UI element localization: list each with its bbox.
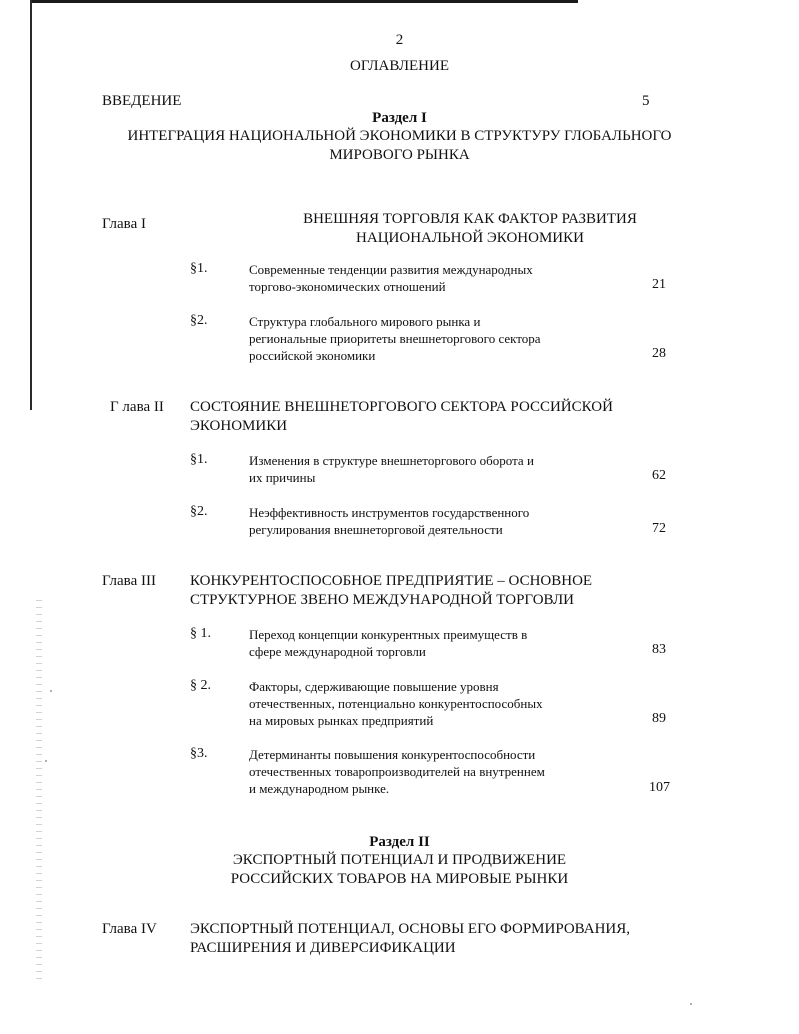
chapter-4-title[interactable] <box>190 920 705 958</box>
section-1-2-title[interactable] <box>249 313 605 364</box>
section-title-line: Изменения в структуре внешнеторгового оборота и <box>249 453 534 468</box>
section-title-line: Детерминанты повышения конкурентоспособности <box>249 747 536 762</box>
section-3-2-page: 89 <box>652 711 666 726</box>
section-3-1-number: § 1. <box>190 626 211 641</box>
section-title-line: и международном рынке. <box>249 781 390 796</box>
section-title-line: сфере международной торговли <box>249 644 426 659</box>
part-2-label: Раздел II <box>369 834 430 850</box>
section-title-line: Современные тенденции развития международных <box>249 262 533 277</box>
section-title-line: Неэффективность инструментов государственного <box>249 505 530 520</box>
chapter-title-line: КОНКУРЕНТОСПОСОБНОЕ ПРЕДПРИЯТИЕ – ОСНОВНОЕ <box>190 573 593 589</box>
chapter-1-title[interactable] <box>250 210 690 248</box>
section-3-3-page: 107 <box>649 780 670 795</box>
section-1-2-page: 28 <box>652 346 666 361</box>
page-number: 2 <box>395 32 404 48</box>
chapter-3-label: Глава III <box>102 573 156 589</box>
chapter-title-line: ЭКСПОРТНЫЙ ПОТЕНЦИАЛ, ОСНОВЫ ЕГО ФОРМИРОВАНИЯ, <box>190 921 630 937</box>
scan-speck <box>45 760 47 762</box>
section-1-1-page: 21 <box>652 277 666 292</box>
scan-speck <box>690 1003 692 1005</box>
chapter-title-line: СТРУКТУРНОЕ ЗВЕНО МЕЖДУНАРОДНОЙ ТОРГОВЛИ <box>190 592 575 608</box>
section-2-1-title[interactable] <box>249 452 605 486</box>
part-2-title-line: ЭКСПОРТНЫЙ ПОТЕНЦИАЛ И ПРОДВИЖЕНИЕ <box>232 852 567 868</box>
scan-speck <box>50 690 52 692</box>
section-2-2-number: §2. <box>190 504 208 519</box>
section-title-line: на мировых рынках предприятий <box>249 713 434 728</box>
scan-noise <box>36 600 42 980</box>
section-1-1-number: §1. <box>190 261 208 276</box>
section-title-line: Факторы, сдерживающие повышение уровня <box>249 679 499 694</box>
section-title-line: отечественных товаропроизводителей на внутреннем <box>249 764 545 779</box>
section-title-line: Структура глобального мирового рынка и <box>249 314 481 329</box>
toc-entry-intro-page: 5 <box>642 93 650 109</box>
chapter-1-label: Глава I <box>102 216 146 232</box>
chapter-2-title[interactable] <box>190 398 705 436</box>
section-2-1-number: §1. <box>190 452 208 467</box>
section-title-line: торгово-экономических отношений <box>249 279 446 294</box>
section-title-line: Переход концепции конкурентных преимуществ в <box>249 627 528 642</box>
scan-border-top <box>30 0 578 3</box>
part-2-title <box>0 851 799 889</box>
section-1-1-title[interactable] <box>249 261 605 295</box>
section-3-3-number: §3. <box>190 746 208 761</box>
section-title-line: российской экономики <box>249 348 376 363</box>
section-title-line: отечественных, потенциально конкурентоспособных <box>249 696 543 711</box>
chapter-title-line: НАЦИОНАЛЬНОЙ ЭКОНОМИКИ <box>356 230 584 246</box>
section-3-3-title[interactable] <box>249 746 605 797</box>
chapter-title-line: ВНЕШНЯЯ ТОРГОВЛЯ КАК ФАКТОР РАЗВИТИЯ <box>303 211 637 227</box>
section-2-1-page: 62 <box>652 468 666 483</box>
chapter-title-line: РАСШИРЕНИЯ И ДИВЕРСИФИКАЦИИ <box>190 940 456 956</box>
section-title-line: региональные приоритеты внешнеторгового сектора <box>249 331 541 346</box>
section-3-1-page: 83 <box>652 642 666 657</box>
section-3-2-title[interactable] <box>249 678 605 729</box>
chapter-title-line: ЭКОНОМИКИ <box>190 418 288 434</box>
part-1-title-line: ИНТЕГРАЦИЯ НАЦИОНАЛЬНОЙ ЭКОНОМИКИ В СТРУКТУРУ ГЛОБАЛЬНОГО <box>127 128 672 144</box>
chapter-3-title[interactable] <box>190 572 705 610</box>
chapter-4-label: Глава IV <box>102 921 157 937</box>
chapter-2-label: Г лава II <box>110 399 164 415</box>
part-1-title <box>0 127 799 165</box>
part-1-label: Раздел I <box>372 110 427 126</box>
section-3-1-title[interactable] <box>249 626 605 660</box>
toc-title: ОГЛАВЛЕНИЕ <box>350 58 449 74</box>
section-2-2-title[interactable] <box>249 504 605 538</box>
section-title-line: их причины <box>249 470 316 485</box>
section-1-2-number: §2. <box>190 313 208 328</box>
toc-entry-intro-label[interactable]: ВВЕДЕНИЕ <box>102 93 182 109</box>
chapter-title-line: СОСТОЯНИЕ ВНЕШНЕТОРГОВОГО СЕКТОРА РОССИЙСКОЙ <box>190 399 613 415</box>
section-title-line: регулирования внешнеторговой деятельности <box>249 522 503 537</box>
section-2-2-page: 72 <box>652 521 666 536</box>
section-3-2-number: § 2. <box>190 678 211 693</box>
part-1-title-line: МИРОВОГО РЫНКА <box>329 147 470 163</box>
part-2-title-line: РОССИЙСКИХ ТОВАРОВ НА МИРОВЫЕ РЫНКИ <box>230 871 569 887</box>
